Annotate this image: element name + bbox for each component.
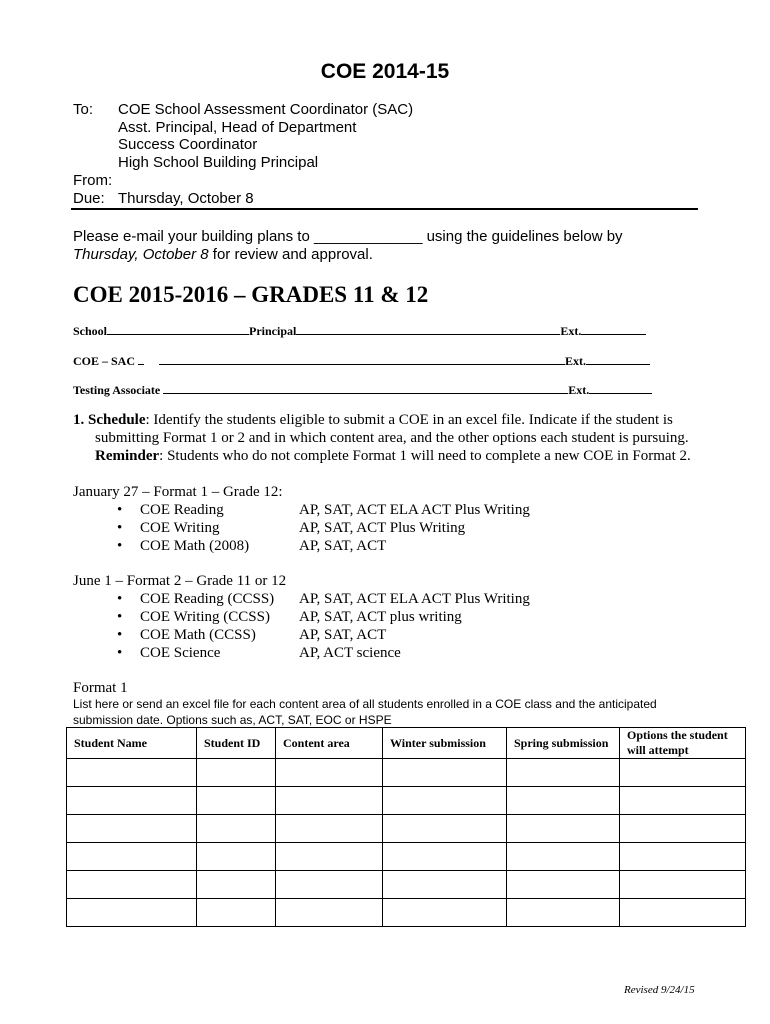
document-title: COE 2014-15 xyxy=(320,60,450,83)
table-cell[interactable] xyxy=(383,787,507,815)
table-cell[interactable] xyxy=(276,787,383,815)
testing-associate-label: Testing Associate xyxy=(73,383,161,397)
revised-date: Revised 9/24/15 xyxy=(624,984,695,996)
table-cell[interactable] xyxy=(620,815,746,843)
reminder-label: Reminder xyxy=(95,448,160,464)
table-cell[interactable] xyxy=(620,843,746,871)
subject: COE Reading (CCSS) xyxy=(140,591,275,607)
table-row xyxy=(67,759,746,787)
bullet-icon: • xyxy=(117,591,123,607)
column-header: Student ID xyxy=(197,728,276,759)
school-field[interactable] xyxy=(107,323,249,335)
options: AP, SAT, ACT ELA ACT Plus Writing xyxy=(299,502,530,518)
coe-sac-label: COE – SAC xyxy=(73,354,136,368)
format1-heading: Format 1 xyxy=(73,680,128,696)
ext-field[interactable] xyxy=(581,323,646,335)
table-cell[interactable] xyxy=(507,787,620,815)
school-principal-line xyxy=(73,323,646,339)
schedule-item xyxy=(73,411,691,465)
testing-associate-line xyxy=(73,382,652,398)
table-cell[interactable] xyxy=(197,815,276,843)
table-cell[interactable] xyxy=(507,843,620,871)
table-row xyxy=(67,871,746,899)
subject: COE Science xyxy=(140,645,221,661)
subject: COE Math (2008) xyxy=(140,538,250,554)
ext-field[interactable] xyxy=(589,382,652,394)
to-label: To: xyxy=(73,101,94,118)
options: AP, SAT, ACT ELA ACT Plus Writing xyxy=(299,591,530,607)
due-value: Thursday, October 8 xyxy=(118,190,254,207)
coe-sac-field[interactable] xyxy=(159,353,197,365)
testing-associate-field[interactable] xyxy=(163,382,568,394)
due-label: Due: xyxy=(73,190,105,207)
table-cell[interactable] xyxy=(620,787,746,815)
table-cell[interactable] xyxy=(197,787,276,815)
ext-field[interactable] xyxy=(586,353,650,365)
table-header-row xyxy=(67,728,746,759)
table-cell[interactable] xyxy=(276,899,383,927)
table-cell[interactable] xyxy=(507,899,620,927)
table-cell[interactable] xyxy=(276,843,383,871)
options: AP, SAT, ACT plus writing xyxy=(299,609,462,625)
principal-field[interactable] xyxy=(296,323,560,335)
table-cell[interactable] xyxy=(383,871,507,899)
intro-line: Please e-mail your building plans to _____________ using the guidelines below by xyxy=(73,228,623,245)
school-label: School xyxy=(73,324,108,338)
table-cell[interactable] xyxy=(67,787,197,815)
table-cell[interactable] xyxy=(507,759,620,787)
subject: COE Math (CCSS) xyxy=(140,627,256,643)
table-row xyxy=(67,815,746,843)
options: AP, SAT, ACT xyxy=(299,627,387,643)
table-cell[interactable] xyxy=(67,815,197,843)
to-line: COE School Assessment Coordinator (SAC) xyxy=(118,101,414,118)
intro-line-rest: for review and approval. xyxy=(208,246,373,263)
schedule-number: 1. xyxy=(73,412,85,428)
options: AP, ACT science xyxy=(299,645,401,661)
schedule-text: submitting Format 1 or 2 and in which content area, and the other options each student is pursuing. xyxy=(95,430,689,446)
table-cell[interactable] xyxy=(197,871,276,899)
format-group-heading: January 27 – Format 1 – Grade 12: xyxy=(73,484,283,500)
bullet-icon: • xyxy=(117,645,123,661)
table-cell[interactable] xyxy=(67,871,197,899)
coe-sac-line xyxy=(73,353,650,369)
table-cell[interactable] xyxy=(67,759,197,787)
subject: COE Writing xyxy=(140,520,220,536)
subject: COE Reading xyxy=(140,502,224,518)
table-cell[interactable] xyxy=(620,899,746,927)
table-cell[interactable] xyxy=(507,871,620,899)
table-cell[interactable] xyxy=(383,899,507,927)
table-cell[interactable] xyxy=(507,815,620,843)
table-cell[interactable] xyxy=(197,899,276,927)
schedule-label: Schedule xyxy=(88,412,146,428)
column-header: Content area xyxy=(276,728,383,759)
to-line: Success Coordinator xyxy=(118,136,258,153)
principal-label: Principal xyxy=(249,324,297,338)
table-cell[interactable] xyxy=(197,759,276,787)
from-label: From: xyxy=(73,172,113,189)
table-cell[interactable] xyxy=(383,759,507,787)
table-cell[interactable] xyxy=(67,843,197,871)
table-row xyxy=(67,843,746,871)
table-row xyxy=(67,899,746,927)
memo-divider xyxy=(71,208,698,210)
table-cell[interactable] xyxy=(620,759,746,787)
ext-label: Ext. xyxy=(568,383,590,397)
table-cell[interactable] xyxy=(383,843,507,871)
format-group-heading: June 1 – Format 2 – Grade 11 or 12 xyxy=(73,573,287,589)
column-header: Student Name xyxy=(67,728,197,759)
table-cell[interactable] xyxy=(276,759,383,787)
column-header: Winter submission xyxy=(383,728,507,759)
options: AP, SAT, ACT xyxy=(299,538,387,554)
section-title: COE 2015-2016 – GRADES 11 & 12 xyxy=(73,282,429,307)
due-date-italic: Thursday, October 8 xyxy=(73,246,209,263)
schedule-text: : Identify the students eligible to submit a COE in an excel file. Indicate if the student is xyxy=(145,412,673,428)
bullet-icon: • xyxy=(117,627,123,643)
table-cell[interactable] xyxy=(276,815,383,843)
bullet-icon: • xyxy=(117,502,123,518)
options: AP, SAT, ACT Plus Writing xyxy=(299,520,466,536)
intro-line xyxy=(73,246,623,264)
table-cell[interactable] xyxy=(383,815,507,843)
column-header: Spring submission xyxy=(507,728,620,759)
intro-paragraph xyxy=(73,228,623,264)
student-table xyxy=(66,727,746,927)
table-cell[interactable] xyxy=(276,871,383,899)
subject: COE Writing (CCSS) xyxy=(140,609,270,625)
bullet-icon: • xyxy=(117,538,123,554)
format1-description: List here or send an excel file for each content area of all students enrolled in a COE class and the anticipated submission date. Options such as, ACT, SAT, EOC or HSPE xyxy=(73,697,657,727)
ext-label: Ext. xyxy=(560,324,582,338)
ext-label: Ext. xyxy=(565,354,587,368)
reminder-text: : Students who do not complete Format 1 will need to complete a new COE in Format 2. xyxy=(159,448,691,464)
table-cell[interactable] xyxy=(197,843,276,871)
bullet-icon: • xyxy=(117,609,123,625)
to-line: Asst. Principal, Head of Department xyxy=(118,119,357,136)
column-header: Options the student will attempt xyxy=(620,728,746,759)
table-cell[interactable] xyxy=(67,899,197,927)
table-cell[interactable] xyxy=(620,871,746,899)
to-line: High School Building Principal xyxy=(118,154,319,171)
bullet-icon: • xyxy=(117,520,123,536)
table-row xyxy=(67,787,746,815)
